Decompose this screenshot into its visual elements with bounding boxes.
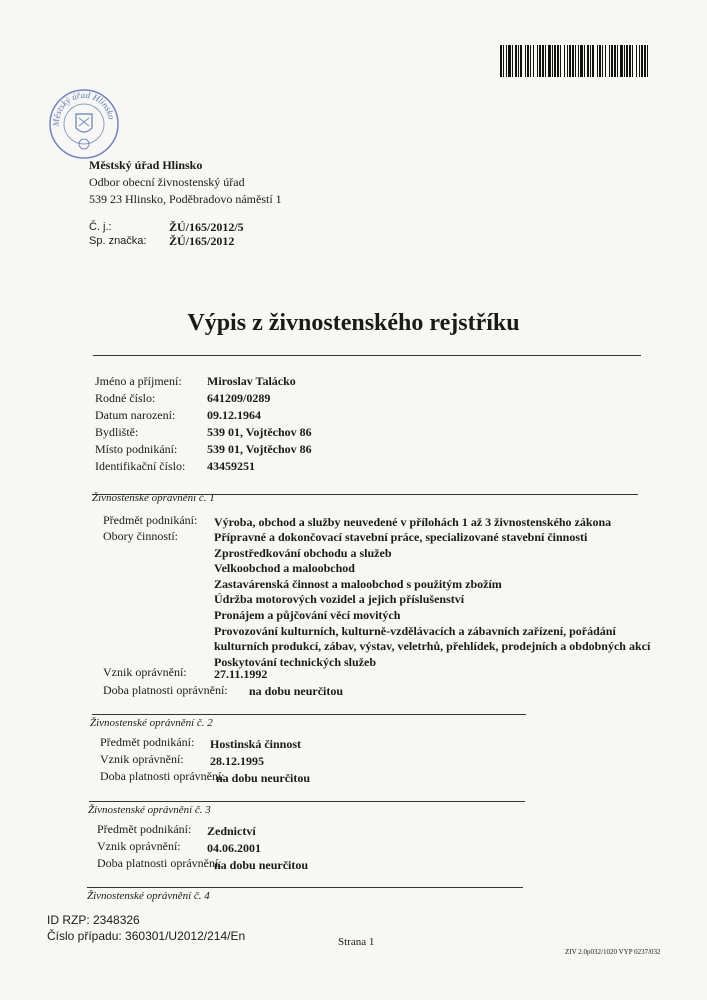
id-rzp: ID RZP: 2348326 xyxy=(47,913,140,927)
license-1-validity-label: Doba platnosti oprávnění: xyxy=(103,683,228,697)
barcode-bar xyxy=(587,45,589,77)
svg-text:Městský úřad Hlinsko: Městský úřad Hlinsko xyxy=(50,89,117,127)
barcode-bar xyxy=(629,45,631,77)
cj-label: Č. j.: xyxy=(89,221,112,233)
case-number: Číslo případu: 360301/U2012/214/En xyxy=(47,929,246,943)
barcode-bar xyxy=(647,45,648,77)
barcode-bar xyxy=(508,45,511,77)
license-3-subject: Zednictví xyxy=(207,824,256,838)
birth-number-label: Rodné číslo: xyxy=(95,391,156,405)
barcode-bar xyxy=(639,45,640,77)
sp-value: ŽÚ/165/2012 xyxy=(169,234,235,248)
license-4-divider xyxy=(87,887,523,888)
list-item: Poskytování technických služeb xyxy=(214,654,377,669)
license-3-subject-label: Předmět podnikání: xyxy=(97,822,192,836)
barcode-bar xyxy=(564,45,565,77)
barcode-bar xyxy=(624,45,625,77)
name-value: Miroslav Talácko xyxy=(207,374,296,388)
license-3-validity: na dobu neurčitou xyxy=(214,858,309,872)
barcode-bar xyxy=(545,45,546,77)
barcode-bar xyxy=(584,45,585,77)
barcode-bar xyxy=(580,45,583,77)
barcode-bar xyxy=(515,45,517,77)
birth-number-value: 641209/0289 xyxy=(207,391,271,405)
license-2-subject-label: Předmět podnikání: xyxy=(100,735,195,749)
barcode-bar xyxy=(506,45,507,77)
cj-value: ŽÚ/165/2012/5 xyxy=(169,220,244,234)
barcode-bar xyxy=(590,45,591,77)
barcode-bar xyxy=(512,45,513,77)
barcode-bar xyxy=(500,45,502,77)
id-number-value: 43459251 xyxy=(207,459,255,473)
barcode-bar xyxy=(597,45,598,77)
barcode-bar xyxy=(572,45,574,77)
barcode xyxy=(500,45,648,77)
list-item: Přípravné a dokončovací stavební práce, specializované stavební činnosti xyxy=(214,530,588,544)
barcode-bar xyxy=(626,45,628,77)
license-3-title: Živnostenské oprávnění č. 3 xyxy=(88,804,211,816)
barcode-bar xyxy=(560,45,561,77)
office-address: 539 23 Hlinsko, Poděbradovo náměstí 1 xyxy=(89,192,282,206)
residence-label: Bydliště: xyxy=(95,425,139,439)
license-2-divider xyxy=(92,714,526,715)
barcode-bar xyxy=(569,45,571,77)
barcode-bar xyxy=(533,45,534,77)
license-1-origin-label: Vznik oprávnění: xyxy=(103,665,187,679)
barcode-bar xyxy=(641,45,643,77)
barcode-bar xyxy=(548,45,551,77)
birth-date-label: Datum narození: xyxy=(95,408,176,422)
license-1-fields-list xyxy=(214,530,650,670)
license-2-validity: na dobu neurčitou xyxy=(216,771,311,785)
document-title: Výpis z živnostenského rejstříku xyxy=(187,310,520,336)
barcode-bar xyxy=(539,45,541,77)
license-2-origin-label: Vznik oprávnění: xyxy=(100,752,184,766)
barcode-bar xyxy=(611,45,613,77)
barcode-bar xyxy=(609,45,610,77)
barcode-bar xyxy=(617,45,618,77)
list-item: Velkoobchod a maloobchod xyxy=(214,561,355,576)
barcode-bar xyxy=(552,45,553,77)
barcode-bar xyxy=(592,45,594,77)
license-1-divider xyxy=(92,494,638,495)
barcode-bar xyxy=(632,45,633,77)
barcode-bar xyxy=(530,45,531,77)
license-1-origin: 27.11.1992 xyxy=(214,667,268,681)
office-department: Odbor obecní živnostenský úřad xyxy=(89,175,245,189)
barcode-bar xyxy=(575,45,576,77)
barcode-bar xyxy=(520,45,522,77)
license-3-divider xyxy=(89,801,525,802)
list-item: kulturních produkcí, zábav, výstav, veletrhů, přehlídek, prodejních a obdobných akcí xyxy=(214,639,651,654)
license-4-title: Živnostenské oprávnění č. 4 xyxy=(87,890,210,902)
license-3-validity-label: Doba platnosti oprávnění: xyxy=(97,856,222,870)
barcode-bar xyxy=(518,45,519,77)
license-1-validity: na dobu neurčitou xyxy=(249,684,344,698)
residence-value: 539 01, Vojtěchov 86 xyxy=(207,425,312,439)
personal-details xyxy=(95,373,312,475)
sp-label: Sp. značka: xyxy=(89,235,147,247)
barcode-bar xyxy=(614,45,616,77)
title-divider xyxy=(93,355,641,356)
name-label: Jméno a příjmení: xyxy=(95,374,182,388)
barcode-bar xyxy=(525,45,526,77)
barcode-bar xyxy=(557,45,559,77)
barcode-bar xyxy=(503,45,504,77)
business-place-label: Místo podnikání: xyxy=(95,442,178,456)
list-item: Provozování kulturních, kulturně-vzdělávacích a zábavních zařízení, pořádání xyxy=(214,623,616,638)
reference-numbers xyxy=(89,220,244,248)
barcode-bar xyxy=(602,45,603,77)
barcode-bar xyxy=(644,45,646,77)
barcode-bar xyxy=(605,45,606,77)
list-item: Údržba motorových vozidel a jejich příslušenství xyxy=(214,592,465,607)
office-seal xyxy=(48,88,120,160)
barcode-bar xyxy=(578,45,579,77)
license-2-subject: Hostinská činnost xyxy=(210,737,302,751)
birth-date-value: 09.12.1964 xyxy=(207,408,261,422)
license-3-origin: 04.06.2001 xyxy=(207,841,261,855)
barcode-bar xyxy=(527,45,529,77)
barcode-bar xyxy=(636,45,637,77)
footer-ids xyxy=(47,912,245,944)
office-name: Městský úřad Hlinsko xyxy=(89,158,203,172)
list-item: Zprostředkování obchodu a služeb xyxy=(214,545,392,560)
list-item: Zastavárenská činnost a maloobchod s použitým zbožím xyxy=(214,576,502,591)
id-number-label: Identifikační číslo: xyxy=(95,459,186,473)
license-1-subject: Výroba, obchod a služby neuvedené v přílohách 1 až 3 živnostenského zákona xyxy=(214,515,612,529)
barcode-bar xyxy=(537,45,538,77)
barcode-bar xyxy=(567,45,568,77)
business-place-value: 539 01, Vojtěchov 86 xyxy=(207,442,312,456)
form-code: ZIV 2.0p032/1020 VYP 0237/032 xyxy=(565,948,661,956)
page-number: Strana 1 xyxy=(338,936,375,948)
office-address-block xyxy=(89,157,282,208)
license-1-subject-label: Předmět podnikání: xyxy=(103,513,198,527)
license-1-fields-label: Obory činností: xyxy=(103,529,178,543)
license-2-validity-label: Doba platnosti oprávnění: xyxy=(100,769,225,783)
list-item: Pronájem a půjčování věcí movitých xyxy=(214,607,401,622)
barcode-bar xyxy=(554,45,556,77)
license-3-origin-label: Vznik oprávnění: xyxy=(97,839,181,853)
license-2-title: Živnostenské oprávnění č. 2 xyxy=(90,717,213,729)
license-1-title: Živnostenské oprávnění č. 1 xyxy=(92,492,215,504)
barcode-bar xyxy=(620,45,623,77)
barcode-bar xyxy=(542,45,544,77)
barcode-bar xyxy=(599,45,601,77)
license-2-origin: 28.12.1995 xyxy=(210,754,264,768)
